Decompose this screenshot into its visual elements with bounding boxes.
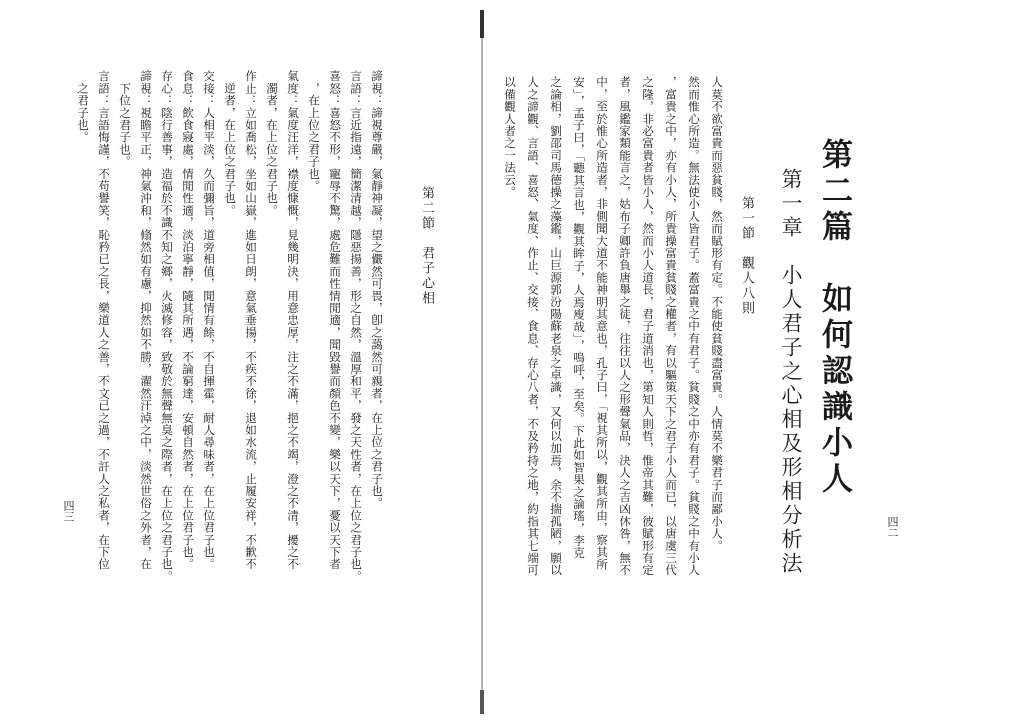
- text-line: ，在上位之君子也。: [307, 70, 321, 192]
- text-line: 喜怒：喜怒不形，寵辱不驚，處危難而性情閒適，聞毀譽而顏色不變，樂以天下，憂以天下者: [328, 70, 342, 571]
- page-number: 四二: [886, 516, 899, 538]
- text-line: 然而惟心所造。無法使小人皆君子。蓋富貴之中有君子。貧賤之中亦有君子。貧賤之中有小人: [687, 76, 701, 577]
- text-line: 言語：言近指遠，簡潔清越，隱惡揚善，形之自然，溫厚和平，發之天性者，在上位之君子也。: [349, 70, 363, 583]
- text-line: 言語：言語悔謹，不苟譽笑，恥矜已之長，樂道人之善，不文已之過，不訐人之私者，在下位: [97, 70, 111, 571]
- text-line: 人之諦觀、言語、喜怒、氣度、作止、交接、食息、存心八者，不及矜持之地，約指其七端可: [526, 76, 540, 577]
- page-number: 四三: [62, 500, 75, 522]
- text-line: ，富貴之中，亦有小人，所貴操富貴貧賤之權者，有以驅策天下之君子小人而已，以唐虞三代: [664, 76, 678, 577]
- text-line: 之君子也。: [76, 70, 90, 144]
- right-page: [482, 0, 1024, 724]
- left-page-body: [72, 70, 387, 670]
- text-line: 氣度：氣度汪洋，襟度慷慨，見幾明決，用意忠厚，注之不滿，挹之不竭，澄之不清，擾之不: [286, 70, 300, 571]
- text-line: 諦視：諦視尊嚴，氣靜神凝，望之儼然可畏，卽之藹然可親者，在上位之君子也。: [370, 70, 384, 510]
- text-line: 食息：飲食寢處，情閒性適，淡泊寧靜，隨其所遇，不論窮達，安頓自然者，在上位君子也。: [181, 70, 195, 571]
- part-title: 第二篇 如何認識小人: [816, 138, 852, 498]
- left-page: [0, 0, 482, 724]
- text-line: 之論相，劉邵司馬德操之藻鑑，山巨源郭汾陽蘇老泉之卓識，又何以加焉，余不揣孤陋，願以: [549, 76, 563, 577]
- text-line: 存心：陰行善事，造福於不識不知之鄉，火滅修容，致敬於無聲無臭之際者，在上位之君子也。: [160, 70, 174, 583]
- section-title: 第一節 觀人八則: [739, 196, 754, 316]
- text-line: 者，風鑑家類能言之，姑布子卿許負唐舉之徒，往往以人之形聲氣品，決人之吉凶休咎，無不: [618, 76, 632, 577]
- chapter-title: 第一章 小人君子之心相及形相分析法: [779, 168, 803, 576]
- text-line: 之隆，非必富貴者皆小人，然而小人道長，君子道消也，第知人則哲，惟帝其難，彼賦形有定: [641, 76, 655, 577]
- text-line: 作止：立如喬松，坐如山嶽，進如日朗，意氣垂揚，不疾不徐，退如水流，止履安祥，不歉不: [244, 70, 258, 571]
- text-line: 中，至於惟心所造者，非側聞大道不能神明其意也，孔子曰，「視其所以，觀其所由，察其所: [595, 76, 609, 571]
- right-page-body: [498, 76, 728, 676]
- text-line: 以備觀人者之一法云。: [503, 76, 517, 198]
- text-line: 交接：人相平淡，久而彌旨，道旁相值，閒情有餘，不自揮霍，耐人尋味者，在上位君子也。: [202, 70, 216, 571]
- text-line: 人莫不欲富貴而惡貧賤，然而賦形有定。不能使貧賤盡富貴。人情莫不樂君子而鄙小人。: [710, 76, 724, 552]
- text-line: 諦視：視瞻平正，神氣沖和，翛然如有慮，抑然如不勝，濯然汗淖之中，淡然世俗之外者，在: [139, 70, 153, 571]
- text-line: 濁者，在上位之君子也。: [265, 70, 279, 217]
- text-line: 下位之君子也。: [118, 70, 132, 168]
- text-line: 逆者，在上位之君子也。: [223, 70, 237, 217]
- text-line: 安」，孟子曰，「聽其言也，觀其眸子，人焉廋哉」，嗚呼，至矣。下此如智果之論瑤，李克: [572, 76, 586, 559]
- section-title: 第二節 君子心相: [419, 186, 434, 306]
